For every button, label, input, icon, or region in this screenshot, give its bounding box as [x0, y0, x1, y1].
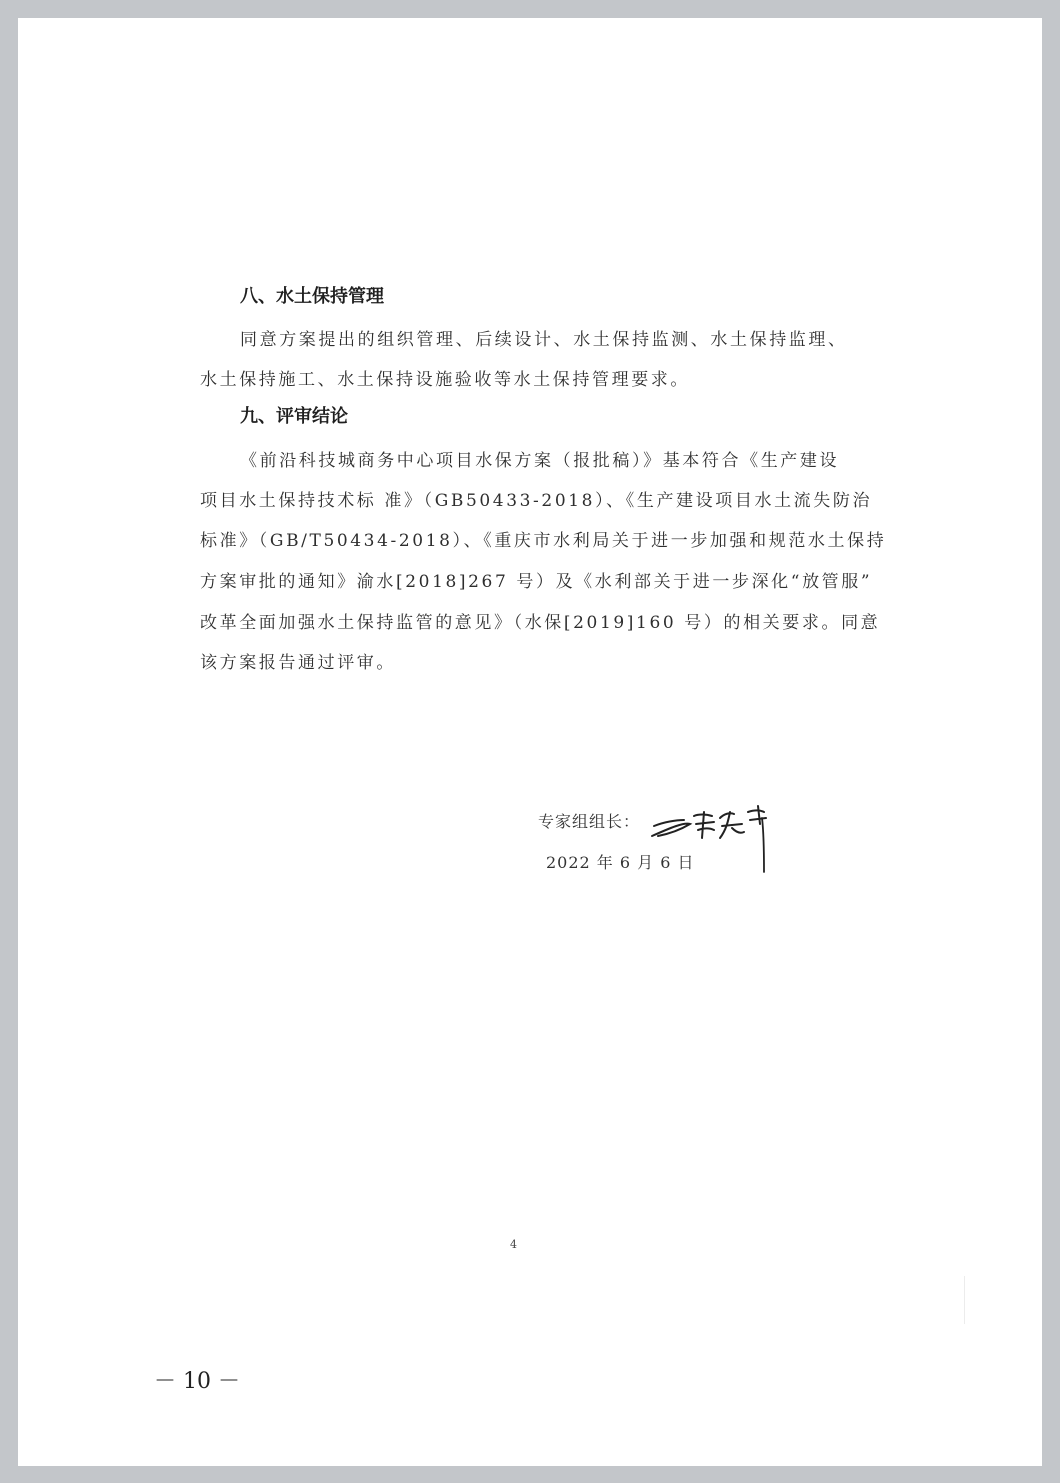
signature-label: 专家组组长：: [538, 812, 641, 831]
original-page-number: 4: [510, 1238, 517, 1251]
section-heading-conclusion: 九、评审结论: [240, 406, 348, 427]
paragraph-line: 该方案报告通过评审。: [200, 653, 396, 673]
paragraph-line: 项目水土保持技术标 准》（GB50433-2018）、《生产建设项目水土流失防治: [200, 491, 873, 511]
signature-date: 2022 年 6 月 6 日: [546, 853, 695, 872]
paragraph-line: 同意方案提出的组织管理、后续设计、水土保持监测、水土保持监理、: [240, 330, 848, 350]
paragraph-line: 方案审批的通知》渝水[2018]267 号）及《水利部关于进一步深化“放管服”: [200, 572, 873, 592]
document-page: [18, 18, 1042, 1466]
section-heading-management: 八、水土保持管理: [240, 286, 384, 307]
scan-mark: [964, 1276, 965, 1324]
paragraph-line: 改革全面加强水土保持监管的意见》（水保[2019]160 号）的相关要求。同意: [200, 613, 881, 633]
paragraph-line: 《前沿科技城商务中心项目水保方案（报批稿）》基本符合《生产建设: [240, 451, 840, 471]
page-number: － 10 －: [154, 1369, 240, 1394]
paragraph-line: 水土保持施工、水土保持设施验收等水土保持管理要求。: [200, 370, 690, 390]
paragraph-line: 标准》（GB/T50434-2018）、《重庆市水利局关于进一步加强和规范水土保持: [200, 531, 887, 551]
